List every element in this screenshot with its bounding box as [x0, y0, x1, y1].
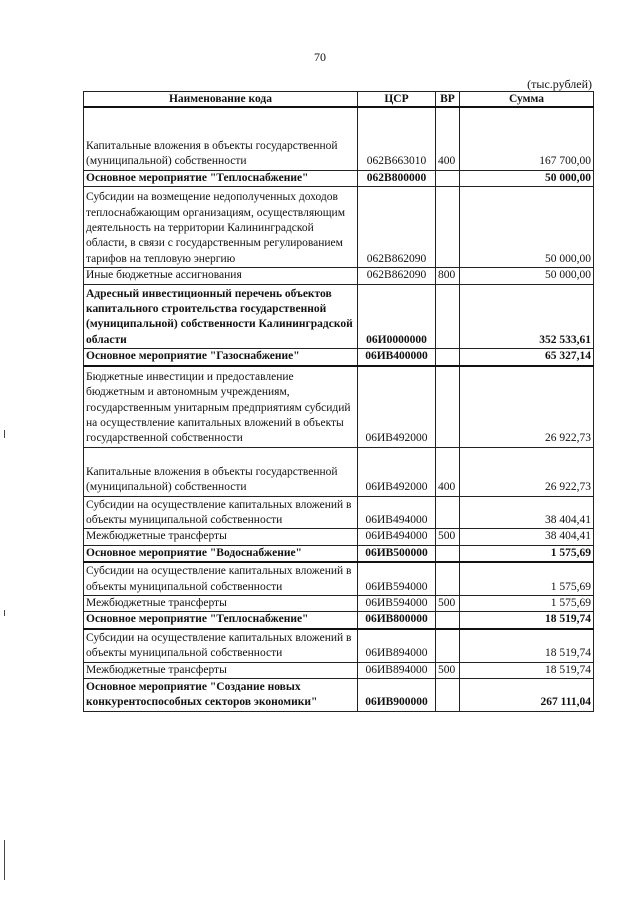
table-row [84, 170, 594, 186]
row-csr: 06ИВ800000 [358, 612, 436, 629]
table-row [84, 187, 594, 268]
table-row [84, 679, 594, 712]
row-sum: 26 922,73 [460, 366, 594, 448]
row-sum: 167 700,00 [460, 107, 594, 170]
header-csr: ЦСР [358, 92, 436, 108]
row-sum: 50 000,00 [460, 268, 594, 284]
margin-scan-mark [4, 840, 5, 880]
row-sum: 267 111,04 [460, 679, 594, 712]
row-name: Субсидии на осуществление капитальных вложений в объекты муниципальной собственности [84, 629, 358, 662]
table-row [84, 595, 594, 611]
row-sum: 38 404,41 [460, 529, 594, 545]
row-csr: 062В800000 [358, 170, 436, 186]
row-vr [436, 284, 460, 349]
row-name: Субсидии на осуществление капитальных вложений в объекты муниципальной собственности [84, 496, 358, 529]
row-name: Межбюджетные трансферты [84, 529, 358, 545]
row-csr: 06ИВ594000 [358, 562, 436, 595]
row-csr: 06ИВ894000 [358, 662, 436, 678]
header-sum: Сумма [460, 92, 594, 108]
row-name: Основное мероприятие "Газоснабжение" [84, 349, 358, 366]
row-name: Капитальные вложения в объекты государственной (муниципальной) собственности [84, 107, 358, 170]
row-sum: 1 575,69 [460, 545, 594, 562]
table-row [84, 612, 594, 629]
row-vr [436, 562, 460, 595]
table-row [84, 349, 594, 366]
table-row [84, 629, 594, 662]
row-vr [436, 170, 460, 186]
table-row [84, 662, 594, 678]
row-csr: 062В663010 [358, 107, 436, 170]
row-name: Межбюджетные трансферты [84, 662, 358, 678]
row-name: Адресный инвестиционный перечень объектов капитального строительства государственной (муниципальной) собственности Калининградской области [84, 284, 358, 349]
row-vr [436, 629, 460, 662]
row-sum: 26 922,73 [460, 447, 594, 496]
row-sum: 18 519,74 [460, 612, 594, 629]
row-vr: 400 [436, 447, 460, 496]
row-vr [436, 496, 460, 529]
row-csr: 062В862090 [358, 268, 436, 284]
row-vr: 500 [436, 595, 460, 611]
budget-table [83, 91, 594, 712]
header-name: Наименование кода [84, 92, 358, 108]
header-vr: ВР [436, 92, 460, 108]
row-vr [436, 349, 460, 366]
row-name: Бюджетные инвестиции и предоставление бюджетным и автономным учреждениям, государственным унитарным предприятиям субсидий на осуществление капитальных вложений в объекты государственной собственности [84, 366, 358, 448]
row-vr: 400 [436, 107, 460, 170]
table-row [84, 529, 594, 545]
page-number: 70 [314, 50, 326, 64]
table-row [84, 562, 594, 595]
row-vr [436, 679, 460, 712]
row-sum: 1 575,69 [460, 562, 594, 595]
row-sum: 1 575,69 [460, 595, 594, 611]
row-csr: 06ИВ492000 [358, 447, 436, 496]
row-sum: 18 519,74 [460, 629, 594, 662]
row-sum: 50 000,00 [460, 170, 594, 186]
row-name: Межбюджетные трансферты [84, 595, 358, 611]
row-sum: 50 000,00 [460, 187, 594, 268]
row-vr [436, 187, 460, 268]
row-csr: 06И0000000 [358, 284, 436, 349]
row-csr: 06ИВ492000 [358, 366, 436, 448]
row-csr: 06ИВ494000 [358, 529, 436, 545]
row-vr: 800 [436, 268, 460, 284]
table-row [84, 545, 594, 562]
row-csr: 06ИВ500000 [358, 545, 436, 562]
row-csr: 06ИВ900000 [358, 679, 436, 712]
table-row [84, 366, 594, 448]
margin-scan-mark [4, 610, 5, 616]
table-row [84, 447, 594, 496]
row-vr: 500 [436, 662, 460, 678]
table-row [84, 268, 594, 284]
row-csr: 062В862090 [358, 187, 436, 268]
row-name: Основное мероприятие "Теплоснабжение" [84, 612, 358, 629]
table-row [84, 107, 594, 170]
table-row [84, 496, 594, 529]
row-sum: 38 404,41 [460, 496, 594, 529]
row-name: Основное мероприятие "Создание новых конкурентоспособных секторов экономики" [84, 679, 358, 712]
row-name: Основное мероприятие "Водоснабжение" [84, 545, 358, 562]
margin-scan-mark [4, 430, 5, 438]
row-csr: 06ИВ894000 [358, 629, 436, 662]
row-csr: 06ИВ494000 [358, 496, 436, 529]
row-vr [436, 545, 460, 562]
table-header-row [84, 92, 594, 108]
row-csr: 06ИВ594000 [358, 595, 436, 611]
row-vr: 500 [436, 529, 460, 545]
row-sum: 352 533,61 [460, 284, 594, 349]
row-name: Капитальные вложения в объекты государственной (муниципальной) собственности [84, 447, 358, 496]
row-sum: 65 327,14 [460, 349, 594, 366]
row-csr: 06ИВ400000 [358, 349, 436, 366]
row-name: Субсидии на возмещение недополученных доходов теплоснабжающим организациям, осуществляющим деятельность на территории Калининградской области, в связи с государственным регулированием тарифов на тепловую энергию [84, 187, 358, 268]
row-name: Иные бюджетные ассигнования [84, 268, 358, 284]
row-name: Субсидии на осуществление капитальных вложений в объекты муниципальной собственности [84, 562, 358, 595]
row-vr [436, 366, 460, 448]
row-name: Основное мероприятие "Теплоснабжение" [84, 170, 358, 186]
table-row [84, 284, 594, 349]
unit-label: (тыс.рублей) [527, 77, 592, 91]
row-sum: 18 519,74 [460, 662, 594, 678]
row-vr [436, 612, 460, 629]
